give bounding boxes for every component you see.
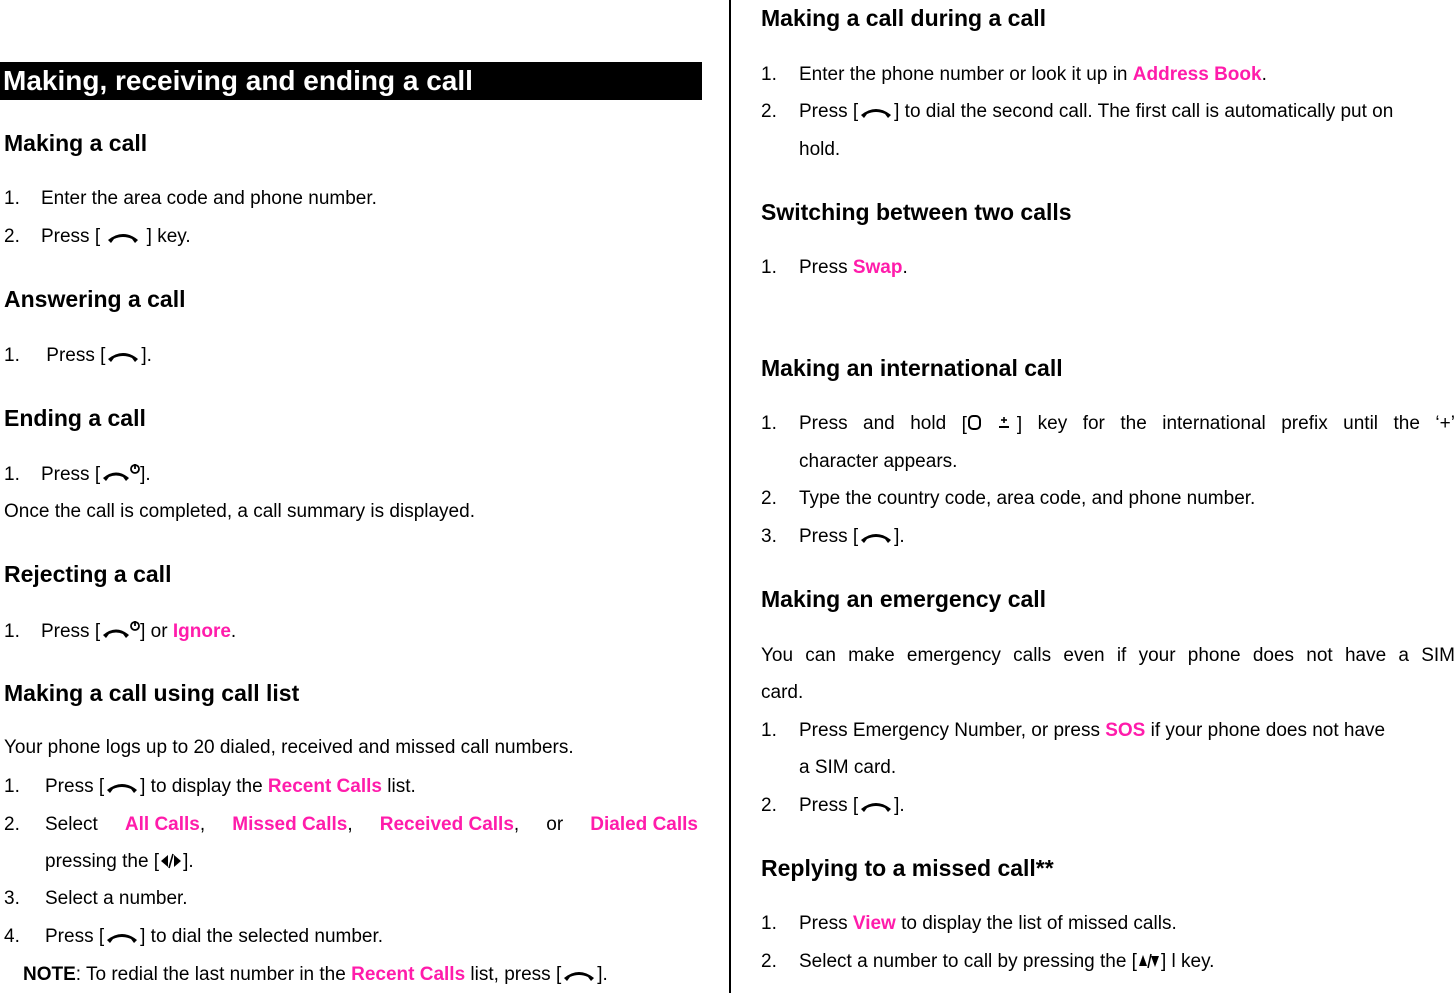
section-banner: Making, receiving and ending a call bbox=[0, 62, 702, 100]
missed-calls-label: Missed Calls bbox=[232, 814, 348, 835]
send-key-icon bbox=[858, 102, 894, 120]
all-calls-label: All Calls bbox=[124, 814, 200, 835]
call-list-step-4: 4. Press [ ] to dial the selected number. bbox=[4, 926, 384, 947]
intl-step-1-line-2: character appears. bbox=[799, 451, 958, 472]
heading-missed-call: Replying to a missed call** bbox=[761, 855, 1054, 881]
making-step-1: 1. Enter the area code and phone number. bbox=[4, 188, 377, 209]
emergency-step-1: 1. Press Emergency Number, or press SOS if your phone does not have bbox=[761, 720, 1386, 741]
heading-emergency-call: Making an emergency call bbox=[761, 586, 1047, 612]
call-list-intro: Your phone logs up to 20 dialed, received and missed call numbers. bbox=[4, 737, 574, 758]
send-key-icon bbox=[858, 796, 894, 814]
view-softkey-label: View bbox=[852, 913, 896, 934]
received-calls-label: Received Calls bbox=[379, 814, 514, 835]
call-list-step-2: 2. Select All Calls, Missed Calls, Received Calls, or Dialed Calls bbox=[4, 814, 698, 835]
ending-summary: Once the call is completed, a call summary is displayed. bbox=[4, 501, 475, 522]
during-step-2-line-2: hold. bbox=[799, 139, 841, 160]
column-divider bbox=[729, 0, 731, 993]
ignore-softkey-label: Ignore bbox=[172, 621, 231, 642]
switching-step-1: 1. Press Swap. bbox=[761, 257, 908, 278]
left-right-nav-icon bbox=[159, 852, 183, 870]
call-list-step-1: 1. Press [ ] to display the Recent Calls list. bbox=[4, 776, 416, 797]
intl-step-1: 1. Press and hold [ ] key for the international prefix until the ‘+’ bbox=[761, 413, 1455, 435]
emergency-step-2: 2. Press [ ]. bbox=[761, 795, 905, 816]
heading-rejecting-call: Rejecting a call bbox=[4, 561, 172, 587]
dialed-calls-label: Dialed Calls bbox=[590, 814, 698, 835]
emergency-intro-line-2: card. bbox=[761, 682, 804, 703]
during-step-2: 2. Press [ ] to dial the second call. The first call is automatically put on bbox=[761, 101, 1394, 122]
swap-softkey-label: Swap bbox=[852, 257, 903, 278]
emergency-step-1-line-2: a SIM card. bbox=[799, 757, 897, 778]
send-key-icon bbox=[561, 965, 597, 983]
end-key-icon bbox=[100, 620, 140, 640]
missed-step-2: 2. Select a number to call by pressing the [ ] l key. bbox=[761, 951, 1215, 972]
send-key-icon bbox=[105, 346, 141, 364]
heading-call-during-call: Making a call during a call bbox=[761, 5, 1047, 31]
intl-step-3: 3. Press [ ]. bbox=[761, 526, 905, 547]
zero-plus-key-icon bbox=[967, 413, 1017, 433]
ending-step-1: 1. Press [ ]. bbox=[4, 464, 151, 485]
send-key-icon bbox=[104, 927, 140, 945]
heading-switching-calls: Switching between two calls bbox=[761, 199, 1072, 225]
send-key-icon bbox=[104, 777, 140, 795]
recent-calls-label: Recent Calls bbox=[351, 964, 466, 985]
during-step-1: 1. Enter the phone number or look it up in Address Book. bbox=[761, 64, 1267, 85]
heading-call-list: Making a call using call list bbox=[4, 680, 300, 706]
answering-step-1: 1. Press [ ]. bbox=[4, 345, 152, 366]
missed-step-1: 1. Press View to display the list of missed calls. bbox=[761, 913, 1177, 934]
sos-softkey-label: SOS bbox=[1105, 720, 1146, 741]
heading-making-call: Making a call bbox=[4, 130, 148, 156]
call-list-step-3: 3. Select a number. bbox=[4, 888, 188, 909]
send-key-icon bbox=[858, 527, 894, 545]
heading-answering-call: Answering a call bbox=[4, 286, 186, 312]
heading-international-call: Making an international call bbox=[761, 355, 1063, 381]
emergency-intro: You can make emergency calls even if your phone does not have a SIM bbox=[761, 645, 1455, 666]
address-book-label: Address Book bbox=[1132, 64, 1262, 85]
call-list-step-2-line-2: pressing the [ ]. bbox=[45, 851, 194, 872]
intl-step-2: 2. Type the country code, area code, and phone number. bbox=[761, 488, 1256, 509]
rejecting-step-1: 1. Press [ ] or Ignore. bbox=[4, 621, 237, 642]
heading-ending-call: Ending a call bbox=[4, 405, 146, 431]
up-down-nav-icon bbox=[1137, 952, 1161, 970]
recent-calls-label: Recent Calls bbox=[267, 776, 382, 797]
call-list-note: NOTE: To redial the last number in the Recent Calls list, press [ ]. bbox=[23, 964, 608, 985]
end-key-icon bbox=[100, 463, 140, 483]
making-step-2: 2. Press [ ] key. bbox=[4, 226, 191, 247]
send-key-icon bbox=[105, 227, 141, 245]
